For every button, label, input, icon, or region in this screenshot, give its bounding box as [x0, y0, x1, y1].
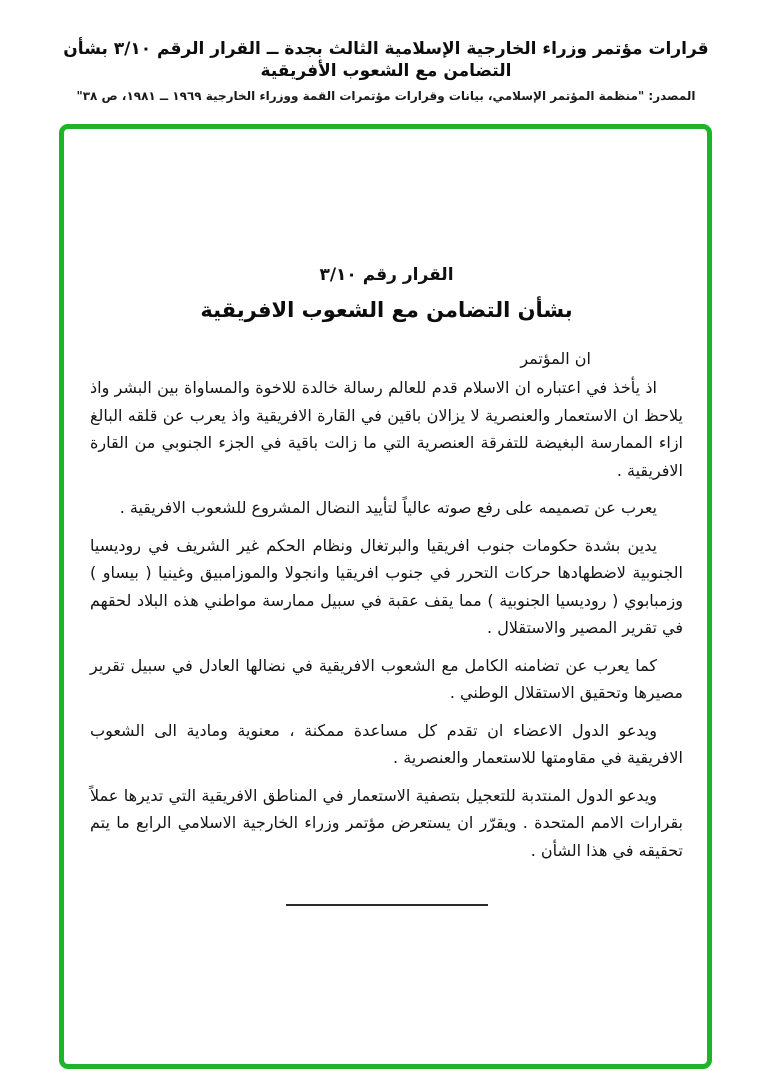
end-divider-line	[286, 904, 488, 906]
resolution-body	[90, 374, 683, 864]
document-header	[0, 38, 772, 103]
green-annotation-frame	[59, 124, 712, 1069]
paragraph: يعرب عن تصميمه على رفع صوته عالياً لتأييد النضال المشروع للشعوب الافريقية .	[119, 498, 657, 517]
opening-phrase: ان المؤتمر	[520, 349, 591, 368]
resolution-content	[64, 129, 707, 1064]
paragraph: ويدعو الدول الاعضاء ان تقدم كل مساعدة ممكنة ، معنوية ومادية الى الشعوب الافريقية في مقاومتها للاستعمار والعنصرية .	[90, 720, 683, 767]
paragraph: كما يعرب عن تضامنه الكامل مع الشعوب الافريقية في نضالها العادل في سبيل تقرير مصيرها وتحقيق الاستقلال الوطني .	[90, 655, 683, 702]
resolution-subject: بشأن التضامن مع الشعوب الافريقية	[200, 298, 573, 322]
resolution-number: القرار رقم ٣/١٠	[319, 265, 454, 285]
paragraph: يدين بشدة حكومات جنوب افريقيا والبرتغال ونظام الحكم غير الشريف في روديسيا الجنوبية لاضطهادها حركات التحرر في جنوب افريقيا وانجولا والموزامبيق وغينيا ( بيساو ) وزمبابوي ( روديسيا الجنوبية ) مما يقف عقبة في سبيل ممارسة مواطني هذه البلاد لحقهم في تقرير المصير والاستقلال .	[90, 535, 683, 637]
resolution-title-block	[90, 265, 683, 322]
header-title: قرارات مؤتمر وزراء الخارجية الإسلامية الثالث بجدة ــ القرار الرقم ٣/١٠ بشأن التضامن مع الشعوب الأفريقية	[63, 39, 709, 81]
paragraph: اذ يأخذ في اعتباره ان الاسلام قدم للعالم رسالة خالدة للاخوة والمساواة بين البشر واذ يلاحظ ان الاستعمار والعنصرية لا يزالان باقين في القارة الافريقية واذ يعرب عن قلقه البالغ ازاء الممارسة البغيضة للتفرقة العنصرية التي ما زالت باقية في الجزء الجنوبي من القارة الافريقية .	[90, 378, 683, 480]
paragraph: ويدعو الدول المنتدبة للتعجيل بتصفية الاستعمار في المناطق الافريقية التي تديرها عملاً بقرارات الامم المتحدة . ويقرّر ان يستعرض مؤتمر وزراء الخارجية الاسلامي الرابع ما يتم تحقيقه في هذا الشأن .	[90, 785, 683, 860]
header-source-citation: المصدر: "منظمة المؤتمر الإسلامي، بيانات وقرارات مؤتمرات القمة ووزراء الخارجية ١٩٦٩ ــ ١٩٨١، ص ٣٨"	[76, 89, 696, 103]
